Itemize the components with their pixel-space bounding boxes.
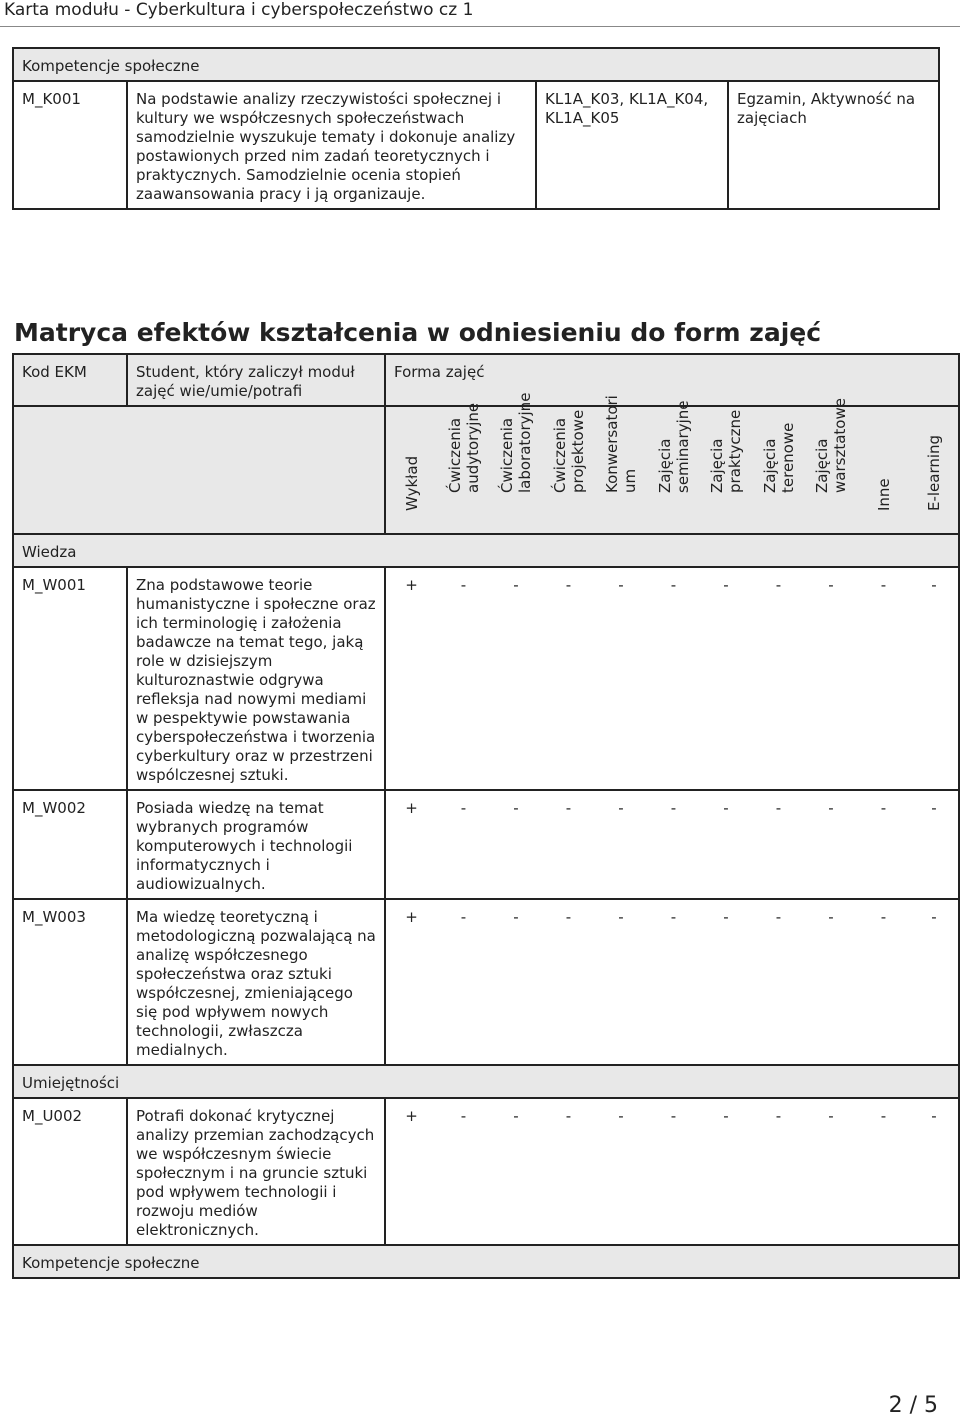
form-header bbox=[752, 406, 805, 534]
form-mark: - bbox=[595, 899, 647, 1065]
form-mark: - bbox=[490, 567, 542, 790]
form-header bbox=[805, 398, 857, 534]
document-header bbox=[0, 0, 960, 27]
form-mark: - bbox=[490, 899, 542, 1065]
form-mark: - bbox=[490, 1098, 542, 1245]
section-header bbox=[13, 48, 939, 81]
form-label bbox=[446, 403, 482, 493]
form-mark: - bbox=[647, 790, 700, 899]
form-mark: - bbox=[857, 567, 910, 790]
table-row bbox=[13, 567, 959, 790]
form-mark: - bbox=[595, 567, 647, 790]
form-mark: - bbox=[700, 1098, 752, 1245]
outcome-code: M_W003 bbox=[13, 899, 127, 1065]
form-mark: + bbox=[385, 899, 437, 1065]
outcome-code: M_U002 bbox=[13, 1098, 127, 1245]
form-mark: - bbox=[805, 1098, 857, 1245]
form-label-line1: Zajęcia bbox=[760, 438, 779, 493]
form-mark: - bbox=[857, 1098, 910, 1245]
form-label-line2: projektowe bbox=[568, 409, 587, 493]
form-mark: - bbox=[752, 567, 805, 790]
form-mark: - bbox=[700, 567, 752, 790]
form-mark: - bbox=[752, 1098, 805, 1245]
form-label bbox=[403, 456, 421, 511]
form-mark: - bbox=[542, 899, 595, 1065]
section-row bbox=[13, 1065, 959, 1098]
form-mark: - bbox=[647, 1098, 700, 1245]
form-label bbox=[656, 401, 692, 493]
form-label-line2: laboratoryjne bbox=[516, 392, 534, 493]
form-mark: - bbox=[542, 567, 595, 790]
form-mark: - bbox=[752, 899, 805, 1065]
form-label-line2: audytoryjne bbox=[463, 402, 482, 493]
form-mark: - bbox=[647, 567, 700, 790]
form-label bbox=[813, 398, 849, 493]
form-mark: + bbox=[385, 790, 437, 899]
form-label bbox=[551, 410, 587, 493]
form-mark: - bbox=[910, 567, 959, 790]
form-mark: - bbox=[805, 899, 857, 1065]
form-mark: - bbox=[700, 790, 752, 899]
form-label bbox=[498, 393, 534, 493]
form-label-line1: Konwersatori bbox=[603, 395, 621, 493]
page-number: 2 / 5 bbox=[888, 1393, 938, 1418]
form-mark: - bbox=[595, 1098, 647, 1245]
form-mark: - bbox=[910, 1098, 959, 1245]
form-label-line2: praktyczne bbox=[726, 409, 744, 493]
form-mark: - bbox=[910, 790, 959, 899]
header-spacer bbox=[13, 406, 385, 534]
forms-header-row bbox=[13, 406, 959, 534]
outcome-code: M_K001 bbox=[13, 81, 127, 209]
form-mark: - bbox=[700, 899, 752, 1065]
form-mark: - bbox=[647, 899, 700, 1065]
form-mark: - bbox=[437, 899, 490, 1065]
outcome-description: Ma wiedzę teoretyczną i metodologiczną pozwalającą na analizę współczesnego społeczeństwa oraz sztuki współczesnej, zmieniającego się pod wpływem nowych technologii, zwłaszcza medialnych. bbox=[127, 899, 385, 1065]
section-row bbox=[13, 1245, 959, 1278]
form-mark: - bbox=[805, 567, 857, 790]
form-header bbox=[910, 406, 959, 534]
header-forms: Forma zajęć bbox=[385, 354, 959, 406]
verification-method: Egzamin, Aktywność na zajęciach bbox=[728, 81, 939, 209]
form-label-line1: Zajęcia bbox=[813, 438, 831, 493]
form-label-line1: Inne bbox=[874, 478, 893, 511]
form-mark: - bbox=[437, 567, 490, 790]
form-mark: - bbox=[857, 899, 910, 1065]
form-header bbox=[857, 406, 910, 534]
form-label-line2: terenowe bbox=[778, 422, 797, 493]
form-header bbox=[700, 406, 752, 534]
outcome-references: KL1A_K03, KL1A_K04, KL1A_K05 bbox=[536, 81, 728, 209]
section-label: Umiejętności bbox=[13, 1065, 959, 1098]
form-label-line2: seminaryjne bbox=[673, 400, 692, 493]
form-label-line1: Ćwiczenia bbox=[445, 417, 464, 493]
form-mark: - bbox=[595, 790, 647, 899]
section-label: Kompetencje społeczne bbox=[13, 1245, 959, 1278]
form-mark: - bbox=[805, 790, 857, 899]
form-label bbox=[875, 478, 893, 511]
header-description: Student, który zaliczył moduł zajęć wie/umie/potrafi bbox=[127, 354, 385, 406]
form-mark: - bbox=[437, 790, 490, 899]
form-label bbox=[708, 410, 744, 493]
form-header bbox=[490, 392, 542, 534]
form-label-line1: Zajęcia bbox=[655, 438, 674, 493]
form-mark: - bbox=[542, 1098, 595, 1245]
form-label-line1: Ćwiczenia bbox=[550, 417, 569, 493]
form-mark: - bbox=[752, 790, 805, 899]
form-label-line2: warsztatowe bbox=[831, 398, 849, 493]
outcome-description: Na podstawie analizy rzeczywistości społecznej i kultury we współczesnych społeczeństwach samodzielnie wyszukuje tematy i dokonuje analizy postawionych przed nim zadań teoretycznych i praktycznych. Samodzielnie ocenia stopień zaawansowania pracy i ją organizauje. bbox=[127, 81, 536, 209]
form-mark: + bbox=[385, 1098, 437, 1245]
form-label-line2: um bbox=[621, 468, 639, 493]
matrix-title: Matryca efektów kształcenia w odniesieniu do form zajęć bbox=[14, 318, 822, 347]
table-row bbox=[13, 81, 939, 209]
table-row bbox=[13, 899, 959, 1065]
section-label: Kompetencje społeczne bbox=[22, 57, 200, 75]
form-label-line1: E-learning bbox=[925, 434, 943, 511]
document-title: Karta modułu - Cyberkultura i cyberspołeczeństwo cz 1 bbox=[4, 0, 474, 20]
outcome-code: M_W001 bbox=[13, 567, 127, 790]
table-row bbox=[13, 1098, 959, 1245]
table-row bbox=[13, 790, 959, 899]
form-label bbox=[925, 435, 943, 511]
form-mark: + bbox=[385, 567, 437, 790]
outcome-description: Potrafi dokonać krytycznej analizy przemian zachodzących we współczesnym świecie społecznym i na gruncie sztuki pod wpływem technologii i rozwoju mediów elektronicznych. bbox=[127, 1098, 385, 1245]
form-mark: - bbox=[542, 790, 595, 899]
outcome-description: Zna podstawowe teorie humanistyczne i społeczne oraz ich terminologię i założenia badawcze na temat tego, jaką role w dzisiejszym kulturoznastwie odgrywa refleksja nad nowymi mediami w pespektywie powstawania cyberspołeczeństwa i tworzenia cyberkultury oraz w przestrzeni wspólczesnej sztuki. bbox=[127, 567, 385, 790]
outcomes-matrix-table bbox=[12, 353, 960, 1279]
form-mark: - bbox=[437, 1098, 490, 1245]
outcome-code: M_W002 bbox=[13, 790, 127, 899]
form-header bbox=[385, 406, 437, 534]
form-header bbox=[437, 402, 490, 534]
form-label-line1: Zajęcia bbox=[708, 438, 726, 493]
form-label bbox=[603, 395, 639, 493]
outcome-description: Posiada wiedzę na temat wybranych programów komputerowych i technologii informatycznych i audiowizualnych. bbox=[127, 790, 385, 899]
form-mark: - bbox=[490, 790, 542, 899]
form-header bbox=[647, 400, 700, 534]
form-mark: - bbox=[910, 899, 959, 1065]
section-row bbox=[13, 534, 959, 567]
section-label: Wiedza bbox=[13, 534, 959, 567]
form-mark: - bbox=[857, 790, 910, 899]
form-label bbox=[761, 423, 797, 493]
header-code: Kod EKM bbox=[13, 354, 127, 406]
form-header bbox=[595, 395, 647, 534]
form-label-line1: Wykład bbox=[402, 455, 421, 511]
form-label-line1: Ćwiczenia bbox=[498, 417, 516, 493]
competences-table bbox=[12, 47, 940, 210]
form-header bbox=[542, 406, 595, 534]
